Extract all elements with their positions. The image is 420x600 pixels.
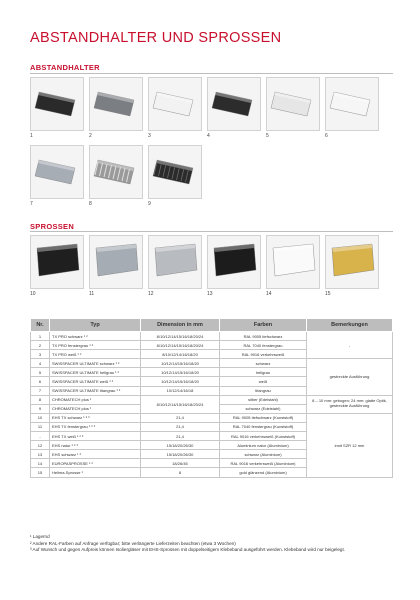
- muntin-image-10: [30, 235, 84, 289]
- spacer-number-label: 3: [148, 133, 151, 139]
- row-remark: 8 – 10 mm: gebogen; 24 mm: glatte Optik, gestreckte Ausführung: [307, 395, 393, 413]
- row-typ: CHROMATECH plus ¹: [50, 395, 141, 404]
- row-typ: Helima-Sprosse ¹: [50, 468, 141, 477]
- row-nr: 3: [31, 350, 50, 359]
- footnote: ² Andere RAL-Farben auf Anfrage verfügbar; bitte verlängerte Lieferzeiten beachten (etwa 3 Wochen): [30, 540, 236, 546]
- row-dimension: 18/26/45: [141, 459, 220, 468]
- row-dimension: 10/12/14/15/16/18/20: [141, 368, 220, 377]
- row-dimension: 8/10/12/14/15/16/18/20/24: [141, 395, 220, 413]
- divider: [30, 73, 393, 74]
- row-farbe: RAL 7040 fenstergrau: [220, 341, 307, 350]
- muntin-number-label: 14: [266, 291, 272, 297]
- row-typ: EHS TX fenstergrau ¹ ² ³: [50, 422, 141, 431]
- row-typ: EHS natur ¹ ² ³: [50, 441, 141, 450]
- col-header-typ: Typ: [50, 319, 141, 332]
- row-nr: 15: [31, 468, 50, 477]
- row-typ: EHS TX schwarz ¹ ² ³: [50, 413, 141, 422]
- row-dimension: 21,4: [141, 432, 220, 441]
- row-nr: 4: [31, 359, 50, 368]
- row-remark: gestreckte Ausführung: [307, 359, 393, 395]
- spacer-image-8: [89, 145, 143, 199]
- footnote: ³ Auf Wunsch und gegen Aufpreis können Isoliergläser mit EHS-Sprossen mit doppelseitigem Klebeband ausgeführt werden. Klebeband wird nur beigelegt.: [30, 547, 346, 553]
- spacer-image-1: [30, 77, 84, 131]
- spacer-number-label: 7: [30, 201, 33, 207]
- spacer-number-label: 8: [89, 201, 92, 207]
- spacer-number-label: 4: [207, 133, 210, 139]
- spacer-number-label: 1: [30, 133, 33, 139]
- table-row: [31, 332, 393, 341]
- row-typ: EHS TX weiß ¹ ² ³: [50, 432, 141, 441]
- spacer-image-9: [148, 145, 202, 199]
- row-dimension: 8/10/12/14/15/16/18/20/24: [141, 341, 220, 350]
- row-nr: 11: [31, 422, 50, 431]
- row-typ: TX PRO weiß ¹ ²: [50, 350, 141, 359]
- muntin-number-label: 10: [30, 291, 36, 297]
- row-dimension: 10/12/14/15/16/18/20: [141, 377, 220, 386]
- row-nr: 9: [31, 404, 50, 413]
- page-title: ABSTANDHALTER UND SPROSSEN: [30, 30, 282, 46]
- muntin-image-14: [266, 235, 320, 289]
- row-remark: -: [307, 332, 393, 359]
- row-typ: SWISSPACER ULTIMATE schwarz ¹ ²: [50, 359, 141, 368]
- muntin-image-12: [148, 235, 202, 289]
- row-nr: 1: [31, 332, 50, 341]
- row-typ: TX PRO fenstergrau ¹ ²: [50, 341, 141, 350]
- spacer-number-label: 5: [266, 133, 269, 139]
- footnote: ¹ Lagernd: [30, 534, 50, 539]
- row-nr: 6: [31, 377, 50, 386]
- row-farbe: schwarz (Aluminium): [220, 450, 307, 459]
- row-farbe: RAL 9005 tiefschwarz (Kunststoff): [220, 413, 307, 422]
- table-header-row: [31, 319, 393, 332]
- row-farbe: hellgrau: [220, 368, 307, 377]
- row-typ: TX PRO schwarz ¹ ²: [50, 332, 141, 341]
- spacers-heading: ABSTANDHALTER: [30, 63, 100, 72]
- row-dimension: 8: [141, 468, 220, 477]
- row-nr: 14: [31, 459, 50, 468]
- row-nr: 13: [31, 450, 50, 459]
- row-dimension: 8/10/12/14/15/16/18/20/24: [141, 332, 220, 341]
- spacer-image-7: [30, 145, 84, 199]
- row-nr: 10: [31, 413, 50, 422]
- row-typ: EHS schwarz ¹ ³: [50, 450, 141, 459]
- row-nr: 2: [31, 341, 50, 350]
- row-farbe: RAL 7040 fenstergrau (Kunststoff): [220, 422, 307, 431]
- muntin-number-label: 13: [207, 291, 213, 297]
- row-dimension: 10/12/14/16/18: [141, 386, 220, 395]
- row-farbe: Aluminium natur (Aluminium): [220, 441, 307, 450]
- row-nr: 7: [31, 386, 50, 395]
- spacer-image-6: [325, 77, 379, 131]
- col-header-farben: Farben: [220, 319, 307, 332]
- row-nr: 5: [31, 368, 50, 377]
- divider: [30, 231, 393, 232]
- row-farbe: schwarz: [220, 359, 307, 368]
- row-typ: EUROPASPROSSE ¹ ²: [50, 459, 141, 468]
- row-dimension: 10/12/14/15/16/18/20: [141, 359, 220, 368]
- row-typ: SWISSPACER ULTIMATE titangrau ¹ ²: [50, 386, 141, 395]
- spacer-number-label: 9: [148, 201, 151, 207]
- muntin-image-11: [89, 235, 143, 289]
- row-farbe: gold glänzend (Aluminium): [220, 468, 307, 477]
- row-farbe: schwarz (Edelstahl): [220, 404, 307, 413]
- row-farbe: titangrau: [220, 386, 307, 395]
- table-row: [31, 413, 393, 422]
- row-typ: CHROMATECH plus ¹: [50, 404, 141, 413]
- table-row: [31, 395, 393, 404]
- spacer-image-4: [207, 77, 261, 131]
- muntin-number-label: 12: [148, 291, 154, 297]
- row-farbe: weiß: [220, 377, 307, 386]
- spacer-image-2: [89, 77, 143, 131]
- spec-table: [30, 318, 393, 478]
- muntin-image-13: [207, 235, 261, 289]
- muntin-number-label: 11: [89, 291, 95, 297]
- muntins-heading: SPROSSEN: [30, 222, 75, 231]
- row-dimension: 8/10/12/14/16/18/20: [141, 350, 220, 359]
- muntin-image-15: [325, 235, 379, 289]
- row-farbe: RAL 9016 verkehrsweiß: [220, 350, 307, 359]
- row-nr: -: [31, 432, 50, 441]
- row-dimension: 21,4: [141, 413, 220, 422]
- col-header-bemerkungen: Bemerkungen: [307, 319, 393, 332]
- col-header-nr: Nr.: [31, 319, 50, 332]
- row-farbe: RAL 9016 verkehrsweiß (Kunststoff): [220, 432, 307, 441]
- spacer-image-5: [266, 77, 320, 131]
- table-row: [31, 359, 393, 368]
- row-farbe: silber (Edelstahl): [220, 395, 307, 404]
- row-dimension: 15/18/20/26/30: [141, 450, 220, 459]
- spacer-image-3: [148, 77, 202, 131]
- spacer-number-label: 6: [325, 133, 328, 139]
- row-farbe: RAL 9005 tiefschwarz: [220, 332, 307, 341]
- row-dimension: 15/18/20/26/30: [141, 441, 220, 450]
- spacer-number-label: 2: [89, 133, 92, 139]
- row-nr: 8: [31, 395, 50, 404]
- muntin-number-label: 15: [325, 291, 331, 297]
- row-dimension: 21,4: [141, 422, 220, 431]
- footnotes: [30, 534, 400, 554]
- row-typ: SWISSPACER ULTIMATE hellgrau ¹ ²: [50, 368, 141, 377]
- row-farbe: RAL 9016 verkehrsweiß (Aluminium): [220, 459, 307, 468]
- row-remark: innit SZR 12 mm: [307, 413, 393, 477]
- row-typ: SWISSPACER ULTIMATE weiß ¹ ²: [50, 377, 141, 386]
- row-nr: 12: [31, 441, 50, 450]
- col-header-dimension: Dimension in mm: [141, 319, 220, 332]
